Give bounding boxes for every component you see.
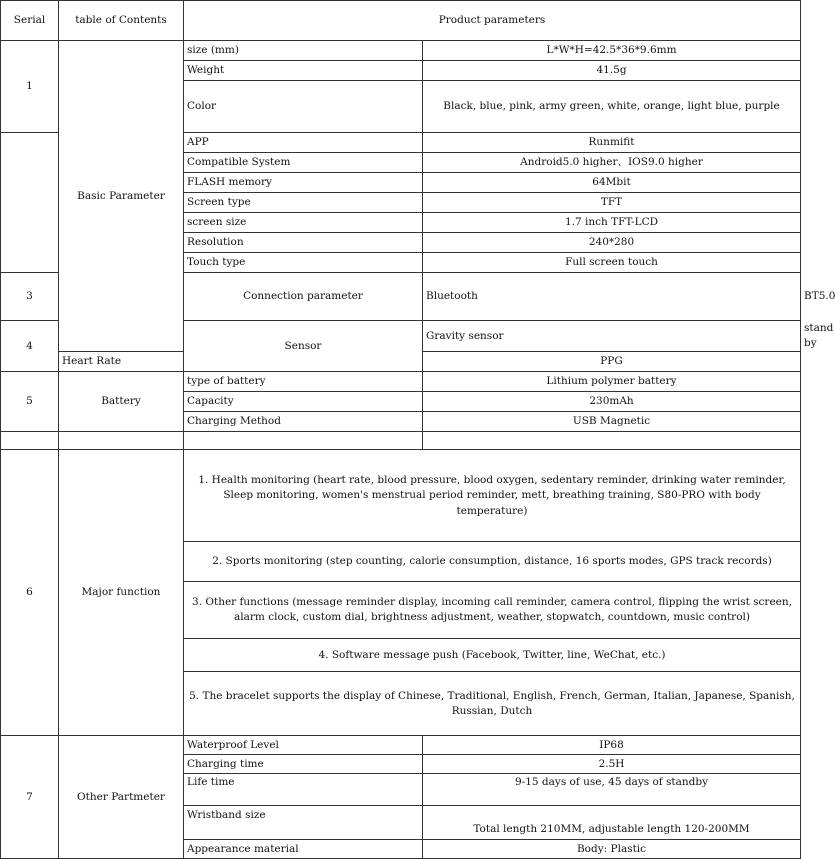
serial-cell: 4 [1,321,59,372]
serial-cell: 5 [1,372,59,432]
param-label: Compatible System [184,153,423,173]
param-value: 9-15 days of use, 45 days of standby [423,774,801,806]
param-value: 41.5g [423,61,801,81]
serial-cell: 6 [1,450,59,736]
param-value: TFT [423,193,801,213]
param-value: Body: Plastic [423,840,801,859]
param-label: Capacity [184,392,423,412]
param-value: Black, blue, pink, army green, white, orange, light blue, purple [423,81,801,133]
empty-cell [423,432,801,450]
param-label: Life time [184,774,423,806]
param-label: Charging Method [184,412,423,432]
param-value: Runmifit [423,133,801,153]
empty-cell [59,432,184,450]
section-label-basic: Basic Parameter [59,41,184,352]
contents-header: table of Contents [59,1,184,41]
section-label-major-function: Major function [59,450,184,736]
serial-cell: 7 [1,736,59,859]
empty-cell [184,432,423,450]
param-value: 230mAh [423,392,801,412]
param-label: Touch type [184,253,423,273]
param-label: Weight [184,61,423,81]
function-message-push: 4. Software message push (Facebook, Twitter, line, WeChat, etc.) [184,639,801,672]
section-label-connection: Connection parameter [184,273,423,321]
serial-cell-empty [1,133,59,273]
param-value: IP68 [423,736,801,755]
section-label-battery: Battery [59,372,184,432]
param-label: Gravity sensor [423,321,801,352]
function-sports-monitoring: 2. Sports monitoring (step counting, calorie consumption, distance, 16 sports modes, GPS track records) [184,542,801,582]
param-label: Heart Rate [59,352,184,372]
param-label: Screen type [184,193,423,213]
empty-cell [1,432,59,450]
param-label: Resolution [184,233,423,253]
param-value: 1.7 inch TFT-LCD [423,213,801,233]
param-value: 2.5H [423,755,801,774]
function-other-functions: 3. Other functions (message reminder display, incoming call reminder, camera control, flipping the wrist screen, alarm clock, custom dial, brightness adjustment, weather, stopwatch, countdown, music control) [184,582,801,639]
param-label: size (mm) [184,41,423,61]
param-value: L*W*H=42.5*36*9.6mm [423,41,801,61]
param-label: Charging time [184,755,423,774]
param-value: 64Mbit [423,173,801,193]
serial-cell: 1 [1,41,59,133]
serial-header: Serial [1,1,59,41]
section-label-other: Other Partmeter [59,736,184,859]
param-label: Bluetooth [423,273,801,321]
table-row: 3 Connection parameter Bluetooth BT5.0 [1,273,801,321]
function-languages: 5. The bracelet supports the display of Chinese, Traditional, English, French, German, Italian, Japanese, Spanish, Russian, Dutch [184,672,801,736]
serial-cell: 3 [1,273,59,321]
section-label-sensor: Sensor [184,321,423,372]
param-value: PPG [423,352,801,372]
param-value: Android5.0 higher、IOS9.0 higher [423,153,801,173]
table-row [1,41,801,61]
table-row [1,450,801,542]
table-row [1,372,801,392]
param-label: Waterproof Level [184,736,423,755]
function-health-monitoring: 1. Health monitoring (heart rate, blood pressure, blood oxygen, sedentary reminder, drinking water reminder, Sleep monitoring, women's menstrual period reminder, mett, breathing training, S80-PRO with body temperature) [184,450,801,542]
param-label: Color [184,81,423,133]
param-value: USB Magnetic [423,412,801,432]
empty-row [1,432,801,450]
param-value: Lithium polymer battery [423,372,801,392]
param-label: Appearance material [184,840,423,859]
param-value: 240*280 [423,233,801,253]
param-label: APP [184,133,423,153]
param-label: screen size [184,213,423,233]
table-row [1,736,801,755]
product-parameters-header: Product parameters [184,1,801,41]
param-label: FLASH memory [184,173,423,193]
param-label: Wristband size [184,806,423,840]
param-label: type of battery [184,372,423,392]
table-row: 4 Sensor Gravity sensor stand by [1,321,801,352]
param-value: Full screen touch [423,253,801,273]
param-value: Total length 210MM, adjustable length 120-200MM [423,806,801,840]
header-row [1,1,801,41]
